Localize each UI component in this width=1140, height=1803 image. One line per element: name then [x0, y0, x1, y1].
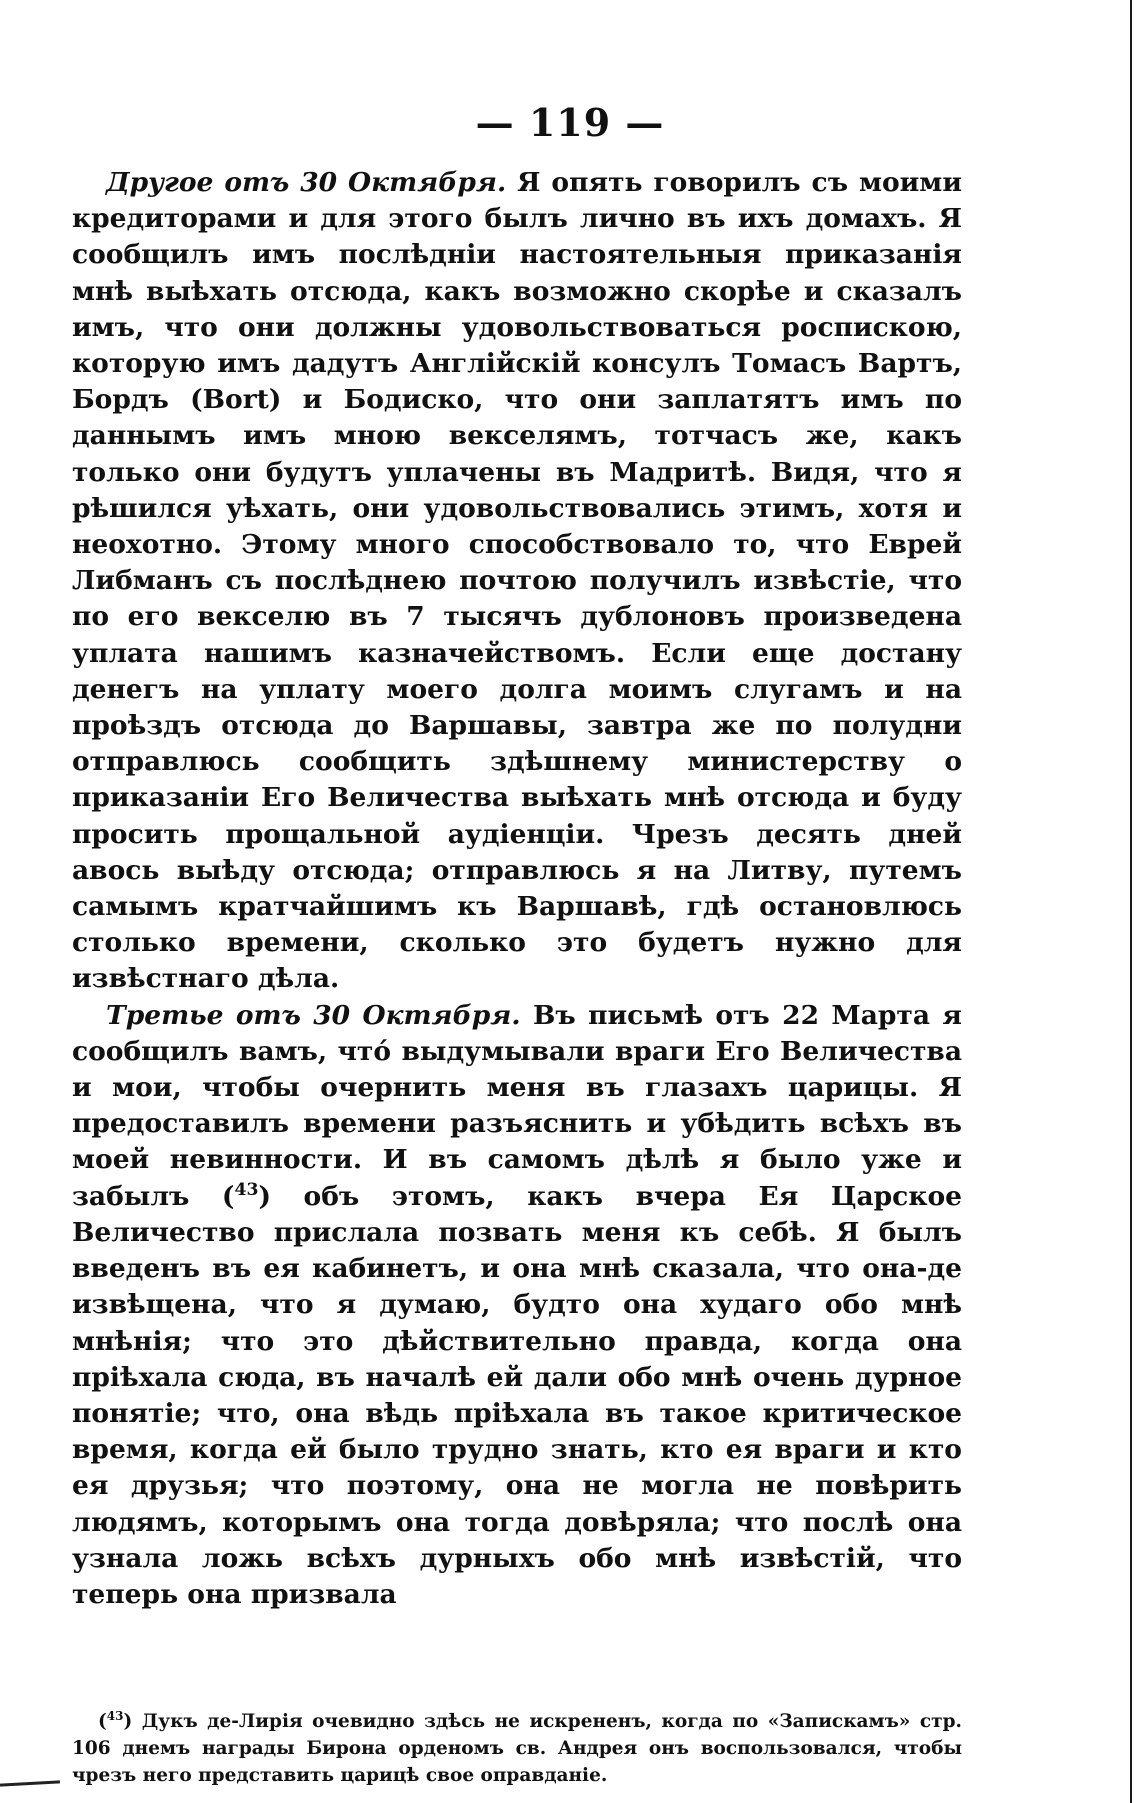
page-edge-line [1130, 0, 1132, 1803]
footnotes [72, 1708, 962, 1789]
page-number: — 119 — [475, 100, 665, 145]
footnote-reference: 43 [234, 1179, 259, 1200]
corner-scan-mark [0, 1780, 60, 1786]
letter-heading: Третье отъ 30 Октября. [106, 999, 521, 1031]
footnote-marker-open: ( [98, 1711, 107, 1732]
paragraph-letter-1 [72, 165, 962, 998]
footnote-number: 43 [106, 1708, 124, 1723]
letter-heading: Другое отъ 30 Октября. [106, 167, 507, 198]
paragraph-text: Въ письмѣ отъ 22 Марта я сообщилъ вамъ, что́ выдумывали враги Его Величества и мои, чтобы очернить меня въ глазахъ царицы. Я предоставилъ времени разъяснить и убѣдить всѣхъ въ моей невинности. И въ самомъ дѣлѣ я было уже и забылъ ( [72, 999, 962, 1212]
paragraph-text: ) объ этомъ, какъ вчера Ея Царское Величество прислала позвать меня къ себѣ. Я былъ введенъ въ ея кабинетъ, и она мнѣ сказала, что она-де извѣщена, что я думаю, будто она худаго обо мнѣ мнѣнія; что это дѣйствительно правда, когда она пріѣхала сюда, въ началѣ ей дали обо мнѣ очень дурное понятіе; что, она вѣдь пріѣхала въ такое критическое время, когда ей было трудно знать, кто ея враги и кто ея друзья; что поэтому, она не могла не повѣрить людямъ, которымъ она тогда довѣряла; что послѣ она узнала ложь всѣхъ дурныхъ обо мнѣ извѣстій, что теперь она призвала [72, 1180, 962, 1610]
body-text [72, 165, 962, 1613]
footnote-marker-close: ) [123, 1711, 133, 1732]
footnote [72, 1708, 962, 1789]
footnote-text: Дукъ де-Лирія очевидно здѣсь не искрененъ, когда по «Запискамъ» стр. 106 днемъ награды Бирона орденомъ св. Андрея онъ воспользовался, чтобы чрезъ него представить царицѣ свое оправданіе. [72, 1711, 962, 1786]
paragraph-text: Я опять говорилъ съ моими кредиторами и для этого былъ лично въ ихъ домахъ. Я сообщилъ имъ послѣдніи настоятельныя приказанія мнѣ выѣхать отсюда, какъ возможно скорѣе и сказалъ имъ, что они должны удовольствоваться роспискою, которую имъ дадутъ Англійскій консулъ Томасъ Вартъ, Бордъ (Bort) и Бодиско, что они заплатятъ имъ по даннымъ имъ мною векселямъ, тотчасъ же, какъ только они будутъ уплачены въ Мадритѣ. Видя, что я рѣшился уѣхать, они удовольствовались этимъ, хотя и неохотно. Этому много способствовало то, что Еврей Либманъ съ послѣднею почтою получилъ извѣстіе, что по его векселю въ 7 тысячъ дублоновъ произведена уплата нашимъ казначействомъ. Если еще достану денегъ на уплату моего долга моимъ слугамъ и на проѣздъ отсюда до Варшавы, завтра же по полудни отправлюсь сообщить здѣшнему министерству о приказаніи Его Величества выѣхать мнѣ отсюда и буду просить прощальной аудіенціи. Чрезъ десять дней авось выѣду отсюда; отправлюсь я на Литву, путемъ самымъ кратчайшимъ къ Варшавѣ, гдѣ остановлюсь столько времени, сколько это будетъ нужно для извѣстнаго дѣла. [72, 167, 962, 995]
paragraph-letter-2 [72, 998, 962, 1613]
